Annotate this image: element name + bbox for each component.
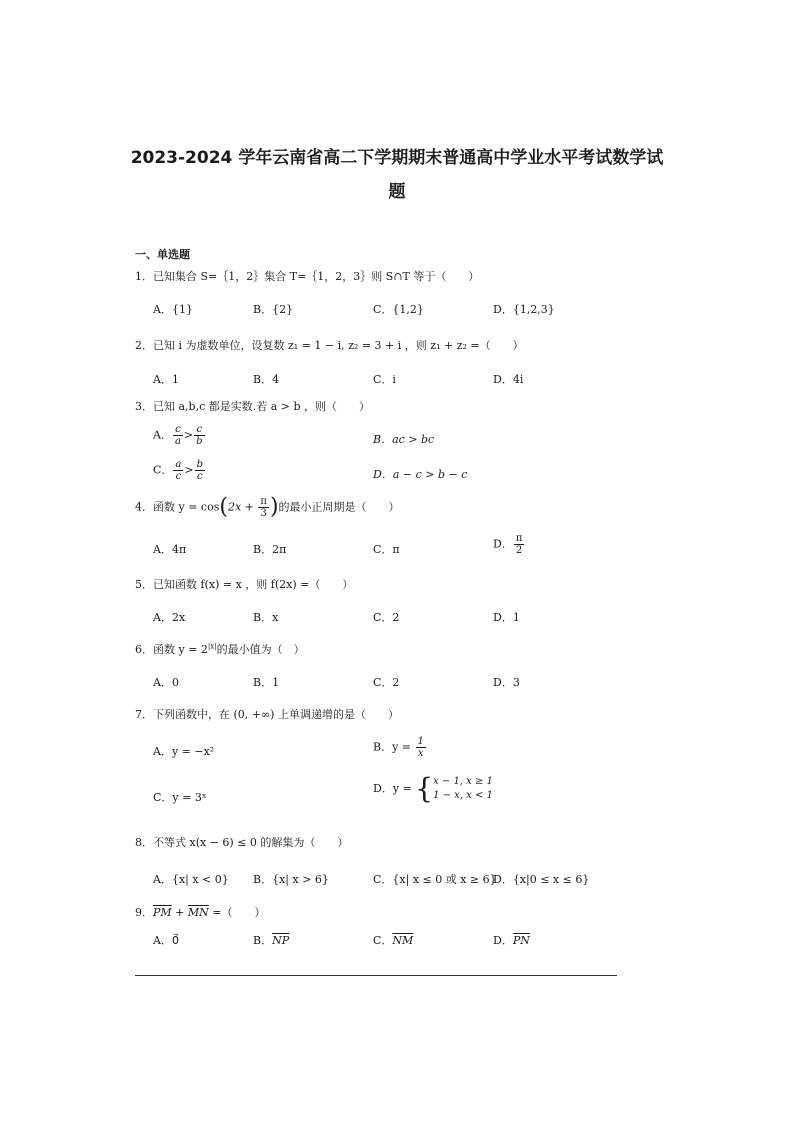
option-label: B．y =	[373, 740, 415, 754]
option-a: A．0	[153, 676, 179, 689]
option-c: C．{1,2}	[373, 303, 424, 316]
brace: {	[415, 772, 434, 805]
option-label: A．	[153, 428, 172, 442]
operator: >	[183, 428, 194, 442]
question-7	[135, 706, 399, 722]
page-title: 2023-2024 学年云南省高二下学期期末普通高中学业水平考试数学试	[130, 148, 664, 168]
option-c: C．i	[373, 373, 396, 386]
option-label: D．	[493, 537, 513, 551]
option-d: D．{1,2,3}	[493, 303, 555, 316]
operator: +	[171, 906, 188, 919]
option-d: D．a − c > b − c	[373, 468, 468, 481]
fraction: $\frac{c}{a}$	[174, 424, 181, 447]
option-c: C．2	[373, 611, 400, 624]
question-number: 2．	[135, 339, 153, 352]
question-stem: 已知 a,b,c 都是实数.若 a > b ，则（ ）	[153, 400, 371, 413]
question-stem-end: =（ ）	[208, 906, 266, 919]
section-heading: 一、单选题	[135, 248, 190, 261]
option-b: B．4	[253, 373, 280, 386]
question-stem: 已知 i 为虚数单位，设复数 z₁ = 1 − i, z₂ = 3 + i ，则 z₁ + z₂ =（ ）	[153, 339, 524, 352]
question-5	[135, 576, 353, 592]
question-9	[135, 904, 266, 920]
vector: $\overline{PM}$	[153, 906, 172, 919]
question-1	[135, 268, 479, 284]
page-title-cont: 题	[388, 182, 406, 202]
question-stem-end: 的最小正周期是（ ）	[278, 500, 400, 514]
option-d: D．3	[493, 676, 520, 689]
option-a	[153, 424, 206, 447]
vector: $\overline{MN}$	[187, 906, 209, 919]
question-8	[135, 834, 348, 850]
option-a: A．y = −x²	[153, 745, 215, 758]
option-c: C．y = 3ˣ	[153, 791, 207, 804]
option-label: C．	[373, 934, 393, 947]
footer-divider	[135, 975, 617, 976]
question-stem: 函数 y = 2	[153, 643, 208, 656]
fraction: $\frac{b}{c}$	[196, 459, 204, 482]
fraction: $\frac{\pi}{2}$	[515, 533, 523, 556]
option-d	[493, 533, 525, 556]
option-b: B．1	[253, 676, 280, 689]
question-2	[135, 337, 524, 353]
option-c: C．2	[373, 676, 400, 689]
option-label: D．y =	[373, 782, 416, 795]
question-stem: 不等式 x(x − 6) ≤ 0 的解集为（ ）	[153, 836, 349, 849]
fraction: $\frac{\pi}{3}$	[260, 496, 267, 519]
option-b: B．{2}	[253, 303, 294, 316]
option-b	[373, 736, 427, 759]
question-6	[135, 641, 305, 657]
question-stem: 已知函数 f(x) = x ，则 f(2x) =（ ）	[153, 578, 354, 591]
vector: $\overline{PN}$	[512, 934, 530, 947]
option-c	[373, 932, 413, 948]
question-number: 8．	[135, 836, 153, 849]
question-number: 5．	[135, 578, 153, 591]
question-number: 9．	[135, 906, 153, 919]
fraction: $\frac{c}{b}$	[196, 424, 203, 447]
option-b: B．{x| x > 6}	[253, 873, 329, 886]
question-number: 7．	[135, 708, 153, 721]
piecewise-cases: x − 1, x ≥ 1 1 − x, x < 1	[433, 776, 493, 801]
option-d: D．4i	[493, 373, 524, 386]
question-3	[135, 398, 370, 414]
question-number: 1．	[135, 270, 153, 283]
question-stem: 已知集合 S=｛1，2｝集合 T=｛1，2，3｝则 S∩T 等于（ ）	[153, 270, 480, 283]
option-d	[373, 772, 493, 805]
option-a: A．0⃗	[153, 934, 179, 947]
option-label: D．	[493, 934, 513, 947]
option-label: C．	[153, 463, 173, 477]
option-b: B．2π	[253, 543, 287, 556]
question-stem: 下列函数中，在 (0, +∞) 上单调递增的是（ ）	[153, 708, 399, 721]
option-d	[493, 932, 530, 948]
option-b: B．x	[253, 611, 279, 624]
question-stem: 函数 y = cos	[153, 500, 220, 514]
fraction: $\frac{a}{c}$	[175, 459, 182, 482]
operator: >	[184, 463, 194, 477]
question-number: 3．	[135, 400, 153, 413]
option-a: A．4π	[153, 543, 187, 556]
option-a: A．{1}	[153, 303, 193, 316]
vector: $\overline{NM}$	[392, 934, 414, 947]
vector: $\overline{NP}$	[272, 934, 290, 947]
question-number: 4．	[135, 500, 153, 514]
fraction: $\frac{1}{x}$	[417, 736, 424, 759]
question-stem-end: 的最小值为（ ）	[216, 643, 305, 656]
option-c: C．{x| x ≤ 0 或 x ≥ 6}	[373, 873, 497, 886]
option-d: D．1	[493, 611, 520, 624]
option-b	[253, 932, 289, 948]
exponent: |x|	[207, 642, 217, 651]
option-b: B．ac > bc	[373, 433, 435, 446]
option-c: C．π	[373, 543, 400, 556]
expression: 2x +	[227, 500, 258, 514]
option-a: A．1	[153, 373, 179, 386]
option-label: B．	[253, 934, 273, 947]
option-a: A．2x	[153, 611, 186, 624]
option-a: A．{x| x < 0}	[153, 873, 229, 886]
question-number: 6．	[135, 643, 153, 656]
question-4: 4．函数 y = cos(2x + $\frac{\pi}{3}$ )的最小正周期是（ ）	[135, 494, 400, 520]
option-d: D．{x|0 ≤ x ≤ 6}	[493, 873, 590, 886]
option-c	[153, 459, 206, 482]
